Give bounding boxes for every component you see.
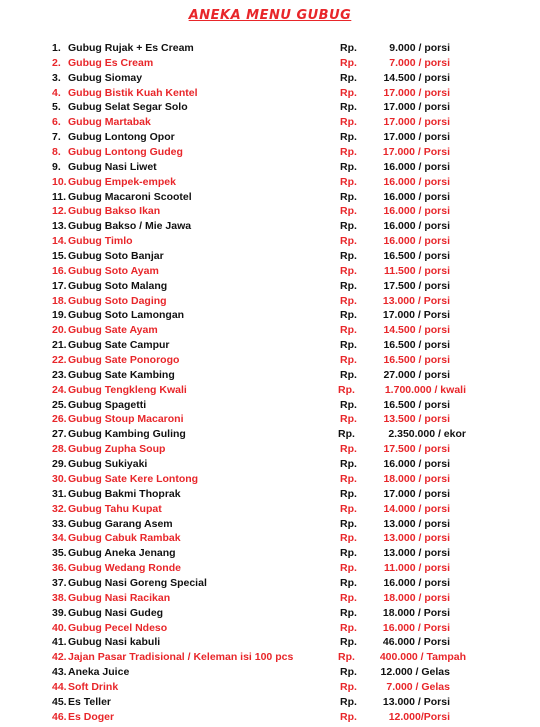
menu-item-currency: Rp. [340,116,357,129]
menu-item [52,190,512,205]
menu-item-number: 39. [52,606,67,619]
menu-item-name: Gubug Tahu Kupat [68,502,162,515]
menu-item-price: 7.000 / porsi [389,56,450,69]
menu-item-currency: Rp. [340,576,357,589]
menu-item-price: 14.500 / porsi [383,324,450,337]
menu-item-number: 37. [52,576,67,589]
menu-item-number: 6. [52,116,61,129]
menu-item-price: 11.000 / porsi [384,562,450,575]
menu-item-name: Gubug Empek-empek [68,175,176,188]
menu-item [52,502,512,517]
menu-item-number: 18. [52,294,67,307]
menu-item-name: Gubug Bakso / Mie Jawa [68,220,192,233]
menu-item-number: 36. [52,562,67,575]
menu-item [52,561,512,576]
menu-item-price: 17.000 / porsi [383,487,450,500]
menu-item [52,100,512,115]
menu-list [52,41,512,725]
menu-item-name: Aneka Juice [68,666,130,679]
menu-item-price: 14.000 / porsi [383,502,450,515]
menu-item-currency: Rp. [340,458,357,471]
menu-item-price: 27.000 / porsi [383,368,450,381]
menu-item-price: 13.000 / Porsi [382,294,450,307]
menu-item [52,487,512,502]
menu-item-name: Gubug Spagetti [68,398,147,411]
menu-item [52,680,512,695]
menu-item-number: 20. [52,324,67,337]
menu-item-currency: Rp. [340,131,357,144]
menu-item [52,710,512,725]
menu-item-number: 15. [52,250,67,263]
menu-item-currency: Rp. [340,339,357,352]
menu-item [52,204,512,219]
menu-item-number: 42. [52,651,67,664]
menu-item [52,427,512,442]
menu-item-price: 16.500 / porsi [383,339,450,352]
menu-item-name: Gubug Sate Ponorogo [68,354,180,367]
menu-item-name: Soft Drink [68,680,119,693]
menu-item-name: Gubug Sukiyaki [68,458,148,471]
menu-item-name: Gubug Es Cream [68,56,154,69]
menu-item-number: 1. [52,42,61,54]
menu-item [52,635,512,650]
menu-item-number: 5. [52,101,61,114]
menu-item-number: 8. [52,146,61,159]
menu-item-name: Gubug Pecel Ndeso [68,621,168,634]
menu-item-currency: Rp. [340,472,357,485]
menu-item [52,665,512,680]
menu-item [52,398,512,413]
menu-item-price: 18.000 / Porsi [382,606,450,619]
menu-item-currency: Rp. [340,294,357,307]
menu-item [52,576,512,591]
menu-item-currency: Rp. [340,101,357,114]
menu-item-currency: Rp. [340,636,357,649]
menu-item-name: Es Teller [68,695,111,708]
page-title: ANEKA MENU GUBUG [188,8,352,23]
menu-item-number: 3. [52,71,61,84]
menu-item [52,249,512,264]
menu-item-currency: Rp. [340,175,357,188]
menu-item-price: 17.500 / porsi [383,443,450,456]
menu-item-price: 17.000 / porsi [383,131,450,144]
menu-item-currency: Rp. [340,42,357,54]
menu-item [52,234,512,249]
menu-item-price: 16.000 / porsi [383,235,450,248]
menu-item-price: 17.000 / porsi [383,86,450,99]
menu-item-price: 46.000 / Porsi [382,636,450,649]
menu-item-name: Gubug Lontong Gudeg [68,146,183,159]
menu-item-number: 44. [52,680,67,693]
menu-item [52,264,512,279]
menu-item-name: Gubug Macaroni Scootel [68,190,192,203]
menu-item-price: 16.000 / porsi [383,205,450,218]
menu-item-number: 30. [52,472,67,485]
menu-item-price: 18.000 / porsi [383,472,450,485]
menu-item-name: Gubug Sate Kambing [68,368,175,381]
menu-item [52,383,512,398]
menu-item-price: 2.350.000 / ekor [388,428,466,441]
menu-item-number: 9. [52,160,61,173]
menu-item-currency: Rp. [340,56,357,69]
menu-item-price: 16.000 / porsi [383,576,450,589]
menu-item-name: Gubug Bistik Kuah Kentel [68,86,198,99]
menu-item [52,457,512,472]
menu-item-number: 12. [52,205,67,218]
menu-item-name: Gubug Wedang Ronde [68,562,181,575]
menu-item-number: 24. [52,383,67,396]
menu-item [52,130,512,145]
menu-item [52,279,512,294]
menu-item-name: Gubug Lontong Opor [68,131,175,144]
menu-item [52,442,512,457]
menu-item [52,308,512,323]
menu-item-number: 38. [52,591,67,604]
menu-item-currency: Rp. [340,71,357,84]
menu-item-currency: Rp. [338,651,355,664]
menu-item-price: 16.500 / porsi [383,398,450,411]
menu-item-currency: Rp. [340,502,357,515]
menu-item-number: 10. [52,175,67,188]
menu-item-currency: Rp. [340,398,357,411]
menu-item-number: 19. [52,309,67,322]
menu-item-price: 13.000 / porsi [383,547,450,560]
menu-item-name: Gubug Cabuk Rambak [68,532,181,545]
menu-item-currency: Rp. [340,621,357,634]
menu-item-name: Gubug Selat Segar Solo [68,101,188,114]
menu-item-price: 17.000 / Porsi [382,146,450,159]
menu-item [52,160,512,175]
menu-item-currency: Rp. [340,606,357,619]
menu-item-currency: Rp. [340,235,357,248]
menu-item-name: Gubug Zupha Soup [68,443,166,456]
menu-item-currency: Rp. [340,86,357,99]
menu-item-name: Gubug Timlo [68,235,133,248]
menu-item [52,606,512,621]
menu-item-name: Gubug Nasi Racikan [68,591,171,604]
menu-item-name: Gubug Sate Ayam [68,324,158,337]
menu-item [52,412,512,427]
menu-item-currency: Rp. [340,160,357,173]
menu-item-number: 31. [52,487,67,500]
menu-item-number: 22. [52,354,67,367]
menu-item-name: Gubug Garang Asem [68,517,173,530]
menu-item-currency: Rp. [340,220,357,233]
menu-item-name: Gubug Stoup Macaroni [68,413,184,426]
menu-item-currency: Rp. [340,368,357,381]
menu-item-number: 40. [52,621,67,634]
menu-item-price: 13.000 / porsi [383,532,450,545]
menu-item-name: Gubug Bakso Ikan [68,205,161,218]
menu-item-currency: Rp. [340,517,357,530]
menu-item [52,650,512,665]
menu-item-price: 17.000 / porsi [383,101,450,114]
menu-item-number: 21. [52,339,67,352]
menu-item-price: 16.000 / porsi [383,458,450,471]
menu-item-number: 13. [52,220,67,233]
menu-item-price: 12.000 / Gelas [380,666,450,679]
menu-item [52,294,512,309]
menu-item-name: Gubug Nasi kabuli [68,636,161,649]
menu-item-price: 9.000 / porsi [389,42,450,54]
menu-item-price: 16.000 / porsi [383,220,450,233]
menu-item-name: Gubug Soto Banjar [68,250,164,263]
menu-item-name: Gubug Nasi Gudeg [68,606,164,619]
menu-item-number: 14. [52,235,67,248]
menu-item [52,621,512,636]
menu-item-name: Gubug Nasi Liwet [68,160,157,173]
menu-item [52,115,512,130]
menu-item-number: 34. [52,532,67,545]
menu-item [52,56,512,71]
menu-item-name: Gubug Soto Ayam [68,264,159,277]
menu-item-number: 4. [52,86,61,99]
menu-item-price: 16.000 / Porsi [382,621,450,634]
menu-item-name: Gubug Soto Daging [68,294,167,307]
menu-item-price: 13.500 / porsi [383,413,450,426]
menu-item-currency: Rp. [338,428,355,441]
menu-item-price: 17.000 / Porsi [382,309,450,322]
menu-item-number: 25. [52,398,67,411]
menu-item-name: Gubug Sate Campur [68,339,170,352]
menu-item-number: 45. [52,695,67,708]
menu-item-name: Gubug Nasi Goreng Special [68,576,207,589]
menu-item [52,145,512,160]
menu-item-currency: Rp. [340,591,357,604]
menu-item-currency: Rp. [340,710,357,723]
menu-item-currency: Rp. [340,146,357,159]
menu-item-currency: Rp. [340,309,357,322]
menu-item-number: 17. [52,279,67,292]
menu-item-price: 400.000 / Tampah [379,651,466,664]
menu-item-price: 13.000 / porsi [383,517,450,530]
menu-item-currency: Rp. [340,250,357,263]
menu-item-number: 32. [52,502,67,515]
menu-item-number: 29. [52,458,67,471]
menu-item-name: Gubug Sate Kere Lontong [68,472,199,485]
menu-item-currency: Rp. [338,383,355,396]
menu-item-number: 35. [52,547,67,560]
menu-item-name: Es Doger [68,710,115,723]
menu-item [52,323,512,338]
menu-item-number: 11. [52,190,67,203]
menu-item-currency: Rp. [340,354,357,367]
menu-item-price: 17.000 / porsi [383,116,450,129]
menu-item-currency: Rp. [340,205,357,218]
menu-item-price: 16.500 / porsi [383,354,450,367]
menu-item-number: 28. [52,443,67,456]
menu-item-currency: Rp. [340,532,357,545]
menu-item [52,546,512,561]
menu-item-price: 17.500 / porsi [383,279,450,292]
menu-item-name: Gubug Kambing Guling [68,428,186,441]
menu-item [52,353,512,368]
menu-item-currency: Rp. [340,695,357,708]
menu-item-price: 7.000 / Gelas [386,680,450,693]
menu-item [52,591,512,606]
menu-item-number: 27. [52,428,67,441]
menu-item-price: 1.700.000 / kwali [384,383,466,396]
menu-item-price: 16.500 / porsi [383,250,450,263]
menu-item-number: 2. [52,56,61,69]
menu-item [52,71,512,86]
menu-item-currency: Rp. [340,324,357,337]
menu-item [52,41,512,56]
menu-item-number: 43. [52,666,67,679]
menu-item-number: 16. [52,264,67,277]
menu-item-name: Gubug Soto Lamongan [68,309,185,322]
menu-item [52,695,512,710]
menu-item-price: 11.500 / porsi [384,264,450,277]
menu-item-number: 33. [52,517,67,530]
menu-item-price: 18.000 / porsi [383,591,450,604]
menu-item-name: Jajan Pasar Tradisional / Keleman isi 100 pcs [68,651,294,664]
menu-item [52,219,512,234]
menu-item-currency: Rp. [340,413,357,426]
menu-item-currency: Rp. [340,279,357,292]
menu-item-number: 26. [52,413,67,426]
menu-item-currency: Rp. [340,190,357,203]
menu-item-currency: Rp. [340,443,357,456]
menu-item [52,338,512,353]
menu-item-price: 14.500 / porsi [383,71,450,84]
menu-item-name: Gubug Aneka Jenang [68,547,176,560]
menu-item-name: Gubug Martabak [68,116,151,129]
menu-item-name: Gubug Soto Malang [68,279,168,292]
menu-item-name: Gubug Siomay [68,71,143,84]
menu-item [52,531,512,546]
menu-item-name: Gubug Bakmi Thoprak [68,487,181,500]
menu-item-currency: Rp. [340,562,357,575]
menu-item-price: 13.000 / Porsi [382,695,450,708]
menu-item-number: 23. [52,368,67,381]
menu-item-price: 16.000 / porsi [383,160,450,173]
menu-item-number: 46. [52,710,67,723]
menu-item-currency: Rp. [340,547,357,560]
menu-item-number: 7. [52,131,61,144]
menu-item-currency: Rp. [340,487,357,500]
menu-item-price: 12.000/Porsi [388,710,450,723]
menu-item-currency: Rp. [340,680,357,693]
menu-item [52,86,512,101]
menu-item [52,472,512,487]
menu-item [52,175,512,190]
menu-item-number: 41. [52,636,67,649]
menu-item-currency: Rp. [340,666,357,679]
menu-item-price: 16.000 / porsi [383,175,450,188]
menu-item-name: Gubug Rujak + Es Cream [68,42,194,54]
menu-item-name: Gubug Tengkleng Kwali [68,383,187,396]
menu-item-price: 16.000 / porsi [383,190,450,203]
menu-item-currency: Rp. [340,264,357,277]
menu-item [52,368,512,383]
menu-item [52,517,512,532]
